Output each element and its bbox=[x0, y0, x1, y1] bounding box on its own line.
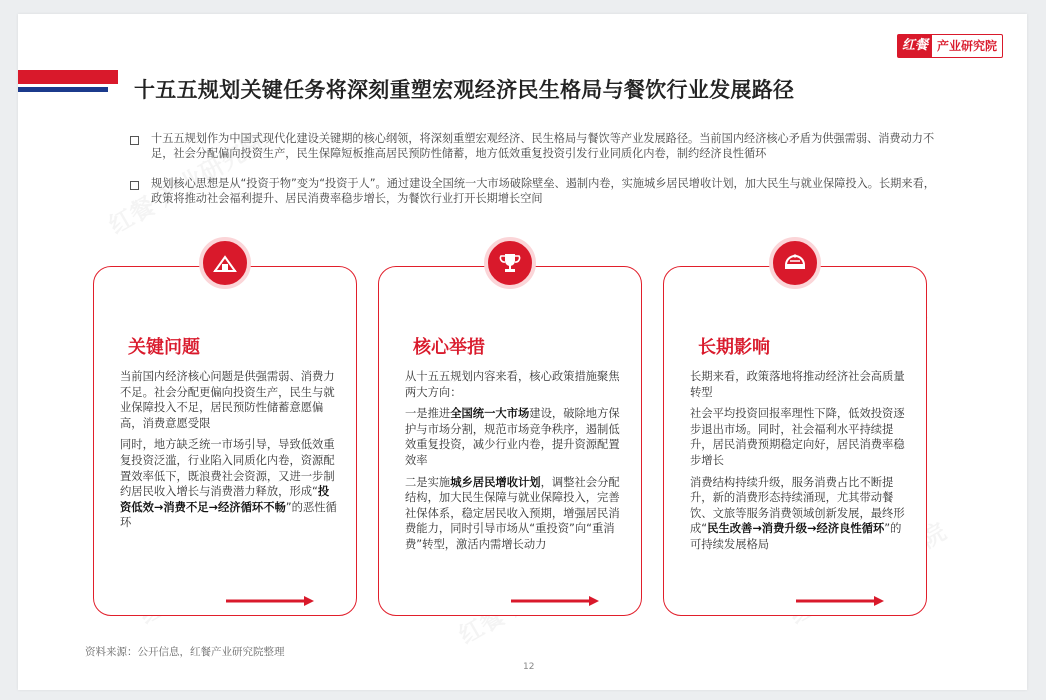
arrow-right-icon bbox=[511, 595, 601, 607]
card-key-problems bbox=[93, 266, 357, 616]
card-paragraph: 同时，地方缺乏统一市场引导，导致低效重复投资泛滥，行业陷入同质化内卷，资源配置效率低下，既浪费社会资源，又进一步制约居民收入增长与消费潜力释放，形成“投资低效→消费不足→经济循环不畅”的恶性循环 bbox=[120, 438, 337, 530]
card-paragraph: 从十五五规划内容来看，核心政策措施聚焦两大方向： bbox=[405, 370, 620, 399]
page-title: 十五五规划关键任务将深刻重塑宏观经济民生格局与餐饮行业发展路径 bbox=[134, 78, 795, 102]
card-title: 核心举措 bbox=[413, 337, 485, 358]
card-paragraph: 当前国内经济核心问题是供强需弱、消费力不足。社会分配更偏向投资生产，民生与就业保障投入不足，居民预防性储蓄意愿偏高，消费意愿受限 bbox=[120, 370, 335, 430]
warehouse-icon bbox=[199, 237, 251, 289]
title-accent-band bbox=[18, 70, 118, 96]
card-paragraph: 一是推进全国统一大市场建设，破除地方保护与市场分割，规范市场竞争秩序，遏制低效重复投资，减少行业内卷，提升资源配置效率 bbox=[405, 407, 620, 467]
dish-icon bbox=[769, 237, 821, 289]
arrow-right-icon bbox=[226, 595, 316, 607]
bullet-text: 规划核心思想是从“投资于物”变为“投资于人”。通过建设全国统一大市场破除壁垒、遏制内卷，实施城乡居民增收计划，加大民生与就业保障投入。长期来看，政策将推动社会福利提升、居民消费率稳步增长，为餐饮行业打开长期增长空间 bbox=[151, 177, 935, 205]
bullet-text: 十五五规划作为中国式现代化建设关键期的核心纲领，将深刻重塑宏观经济、民生格局与餐饮等产业发展路径。当前国内经济核心矛盾为供强需弱、消费动力不足，社会分配偏向投资生产，民生保障短板推高居民预防性储蓄，地方低效重复投资引发行业同质化内卷，制约经济良性循环 bbox=[151, 132, 935, 160]
bullet-item bbox=[130, 132, 938, 161]
card-core-measures bbox=[378, 266, 642, 616]
source-note: 资料来源：公开信息，红餐产业研究院整理 bbox=[85, 646, 285, 658]
card-paragraph: 长期来看，政策落地将推动经济社会高质量转型 bbox=[690, 370, 905, 399]
logo-text: 产业研究院 bbox=[936, 39, 997, 53]
card-title: 关键问题 bbox=[128, 337, 200, 358]
bullet-square-icon bbox=[130, 136, 139, 145]
report-page bbox=[18, 14, 1027, 690]
logo-mark: 红餐 bbox=[898, 35, 932, 57]
card-long-term-impact bbox=[663, 266, 927, 616]
summary-bullets bbox=[130, 132, 938, 222]
card-body bbox=[405, 369, 623, 559]
card-body bbox=[690, 369, 908, 559]
card-paragraph: 二是实施城乡居民增收计划，调整社会分配结构，加大民生保障与就业保障投入，完善社保体系，稳定居民收入预期，增强居民消费能力，同时引导市场从“重投资”向“重消费”转型，激活内需增长动力 bbox=[405, 475, 620, 551]
bullet-square-icon bbox=[130, 181, 139, 190]
card-paragraph: 消费结构持续升级，服务消费占比不断提升，新的消费形态持续涌现，尤其带动餐饮、文旅等服务消费领域创新发展，最终形成“民生改善→消费升级→经济良性循环”的可持续发展格局 bbox=[690, 475, 905, 551]
card-body bbox=[120, 369, 338, 537]
trophy-icon bbox=[484, 237, 536, 289]
bullet-item bbox=[130, 177, 938, 206]
card-paragraph: 社会平均投资回报率理性下降，低效投资逐步退出市场。同时，社会福利水平持续提升，居民消费预期稳定向好，居民消费率稳步增长 bbox=[690, 407, 905, 467]
page-number: 12 bbox=[523, 662, 535, 672]
card-title: 长期影响 bbox=[698, 337, 770, 358]
arrow-right-icon bbox=[796, 595, 886, 607]
brand-logo bbox=[897, 34, 1003, 58]
